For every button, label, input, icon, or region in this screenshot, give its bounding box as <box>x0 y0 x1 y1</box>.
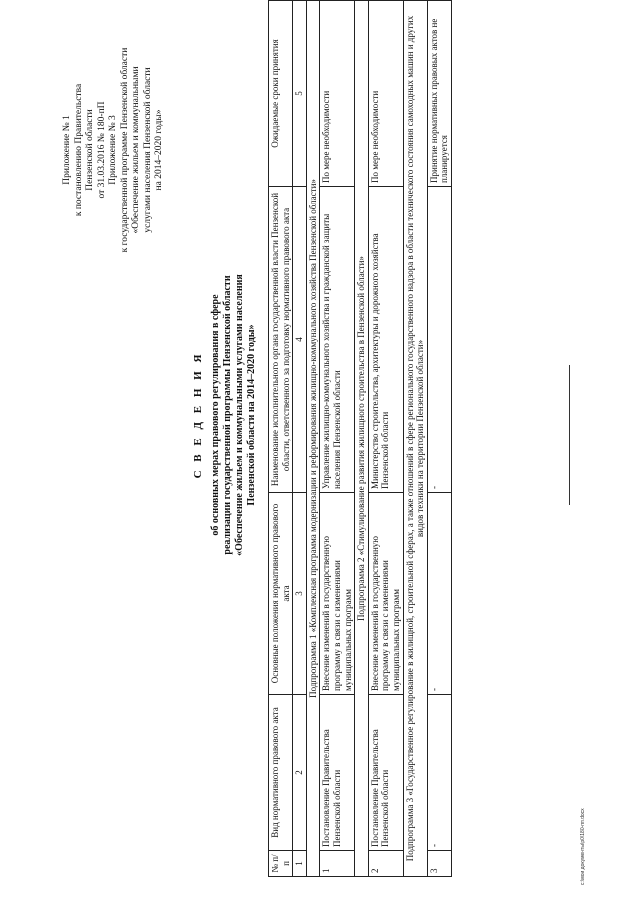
regulation-table <box>268 0 452 877</box>
table-row <box>427 1 451 877</box>
column-number: 1 <box>293 851 307 877</box>
table-row <box>368 1 403 877</box>
annex-line: Пензенской области <box>85 109 95 191</box>
cell-number: 3 <box>427 851 451 877</box>
cell-number: 1 <box>320 851 355 877</box>
subprogram-title: Подпрограмма 2 «Стимулирование развития жилищного строительства в Пензенской области» <box>355 1 369 877</box>
annex-block <box>62 35 166 265</box>
cell-act-type: Постановление Правительства Пензенской области <box>368 695 403 851</box>
cell-provisions: Внесение изменений в государственную программу в связи с изменениями муниципальных программ <box>368 493 403 695</box>
header-cell-provisions: Основные положения нормативного правового акта <box>269 493 293 695</box>
cell-number: 2 <box>368 851 403 877</box>
table-row <box>320 1 355 877</box>
annex-line: услугами населения Пензенской области <box>142 67 153 233</box>
header-cell-authority: Наименование исполнительного органа государственной власти Пензенской области, ответственного за подготовку нормативного правового акта <box>269 187 293 493</box>
annex-line: от 31.03.2016 № 180-пП <box>96 101 107 199</box>
annex-line: «Обеспечение жильем и коммунальными <box>131 66 141 234</box>
subprogram-title: Подпрограмма 1 «Комплексная программа модернизации и реформирования жилищно-коммунального хозяйства Пензенской области» <box>306 1 320 877</box>
heading-line: об основных мерах правового регулирования в сфере <box>210 294 221 536</box>
subprogram-row <box>355 1 369 877</box>
cell-authority: Управление жилищно-коммунального хозяйства и гражданской защиты населения Пензенской области <box>320 187 355 493</box>
heading-line: Пензенской области на 2014–2020 годы» <box>246 324 257 506</box>
cell-provisions: Внесение изменений в государственную программу в связи с изменениями муниципальных программ <box>320 493 355 695</box>
subprogram-title: Подпрограмма 3 «Государственное регулирование в жилищной, строительной сферах, а также отношений в сфере регионального государственного надзора в области технического состояния самоходных машин и других видов техники на территории Пензенской области» <box>403 1 427 877</box>
cell-authority: - <box>427 187 451 493</box>
header-cell-number: № п/п <box>269 851 293 877</box>
cell-authority: Министерство строительства, архитектуры и дорожного хозяйства Пензенской области <box>368 187 403 493</box>
column-number: 3 <box>293 493 307 695</box>
cell-act-type: - <box>427 695 451 851</box>
annex-line: к постановлению Правительства <box>73 83 84 217</box>
column-number-row <box>293 1 307 877</box>
annex-line: к государственной программе Пензенской области <box>119 47 130 253</box>
cell-deadline: По мере необходимости <box>320 1 355 187</box>
annex-line: Приложение № 1 <box>62 115 72 185</box>
column-number: 2 <box>293 695 307 851</box>
heading-line: «Обеспечение жильем и коммунальными услугами населения <box>234 274 245 556</box>
annex-line: Приложение № 3 <box>108 115 118 185</box>
subprogram-row <box>306 1 320 877</box>
file-path-footnote: c:\мои документы\p0\180-пп.docx <box>580 808 586 885</box>
annex-line: на 2014–2020 годы» <box>154 109 164 191</box>
cell-deadline: Принятие нормативных правовых актов не планируется <box>427 1 451 187</box>
document-heading <box>192 225 258 605</box>
header-cell-act-type: Вид нормативного правового акта <box>269 695 293 851</box>
divider-line <box>569 365 570 505</box>
cell-deadline: По мере необходимости <box>368 1 403 187</box>
subprogram-row <box>403 1 427 877</box>
column-number: 5 <box>293 1 307 187</box>
document-title: С В Е Д Е Н И Я <box>192 351 204 479</box>
cell-provisions: - <box>427 493 451 695</box>
header-cell-deadline: Ожидаемые сроки принятия <box>269 1 293 187</box>
table-header-row <box>269 1 293 877</box>
heading-line: реализации государственной программы Пензенской области <box>222 275 233 555</box>
cell-act-type: Постановление Правительства Пензенской области <box>320 695 355 851</box>
column-number: 4 <box>293 187 307 493</box>
